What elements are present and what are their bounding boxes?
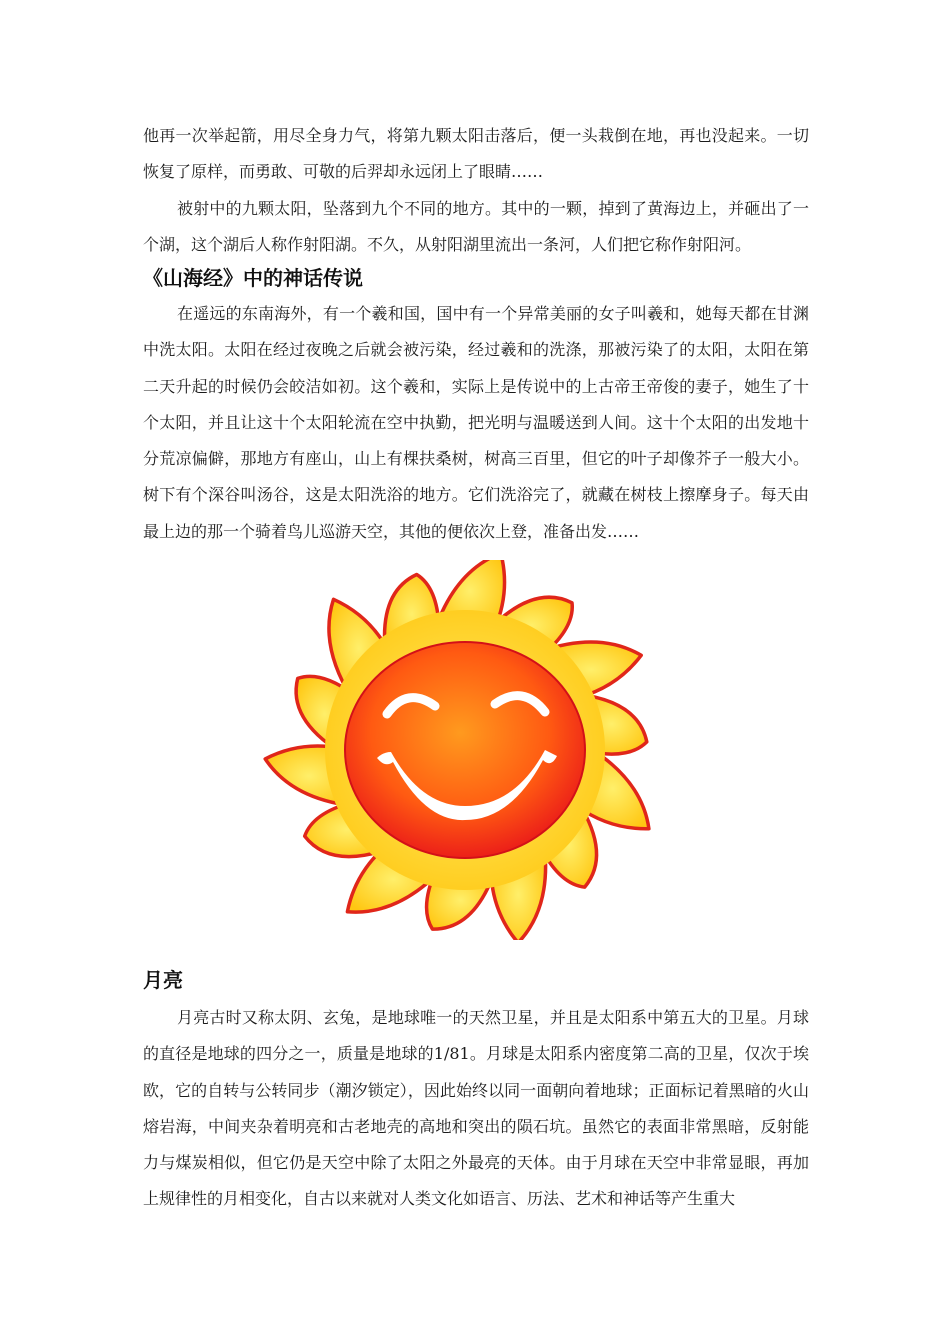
smiling-sun-icon: [255, 560, 675, 940]
paragraph-xihe-legend: 在遥远的东南海外，有一个羲和国，国中有一个异常美丽的女子叫羲和，她每天都在甘渊中洗太阳。太阳在经过夜晚之后就会被污染，经过羲和的洗涤，那被污染了的太阳，太阳在第二天升起的时候仍会皎洁如初。这个羲和，实际上是传说中的上古帝王帝俊的妻子，她生了十个太阳，并且让这十个太阳轮流在空中执勤，把光明与温暖送到人间。这十个太阳的出发地十分荒凉偏僻，那地方有座山，山上有棵扶桑树，树高三百里，但它的叶子却像芥子一般大小。树下有个深谷叫汤谷，这是太阳洗浴的地方。它们洗浴完了，就藏在树枝上擦摩身子。每天由最上边的那一个骑着鸟儿巡游天空，其他的便依次上登，准备出发……: [143, 304, 809, 541]
heading-moon: 月亮: [143, 968, 183, 992]
paragraph-houyi-ending: 他再一次举起箭，用尽全身力气，将第九颗太阳击落后，便一头栽倒在地，再也没起来。一切恢复了原样，而勇敢、可敬的后羿却永远闭上了眼睛……: [143, 126, 809, 182]
paragraph-moon-description: 月亮古时又称太阴、玄兔，是地球唯一的天然卫星，并且是太阳系中第五大的卫星。月球的直径是地球的四分之一，质量是地球的1/81。月球是太阳系内密度第二高的卫星，仅次于埃欧，它的自转与公转同步（潮汐锁定），因此始终以同一面朝向着地球；正面标记着黑暗的火山熔岩海，中间夹杂着明亮和古老地壳的高地和突出的陨石坑。虽然它的表面非常黑暗，反射能力与煤炭相似，但它仍是天空中除了太阳之外最亮的天体。由于月球在天空中非常显眼，再加上规律性的月相变化，自古以来就对人类文化如语言、历法、艺术和神话等产生重大: [143, 1008, 809, 1209]
heading-shanhaijing: 《山海经》中的神话传说: [143, 266, 363, 290]
paragraph-sheyang-lake: 被射中的九颗太阳，坠落到九个不同的地方。其中的一颗，掉到了黄海边上，并砸出了一个湖，这个湖后人称作射阳湖。不久，从射阳湖里流出一条河，人们把它称作射阳河。: [143, 199, 809, 255]
